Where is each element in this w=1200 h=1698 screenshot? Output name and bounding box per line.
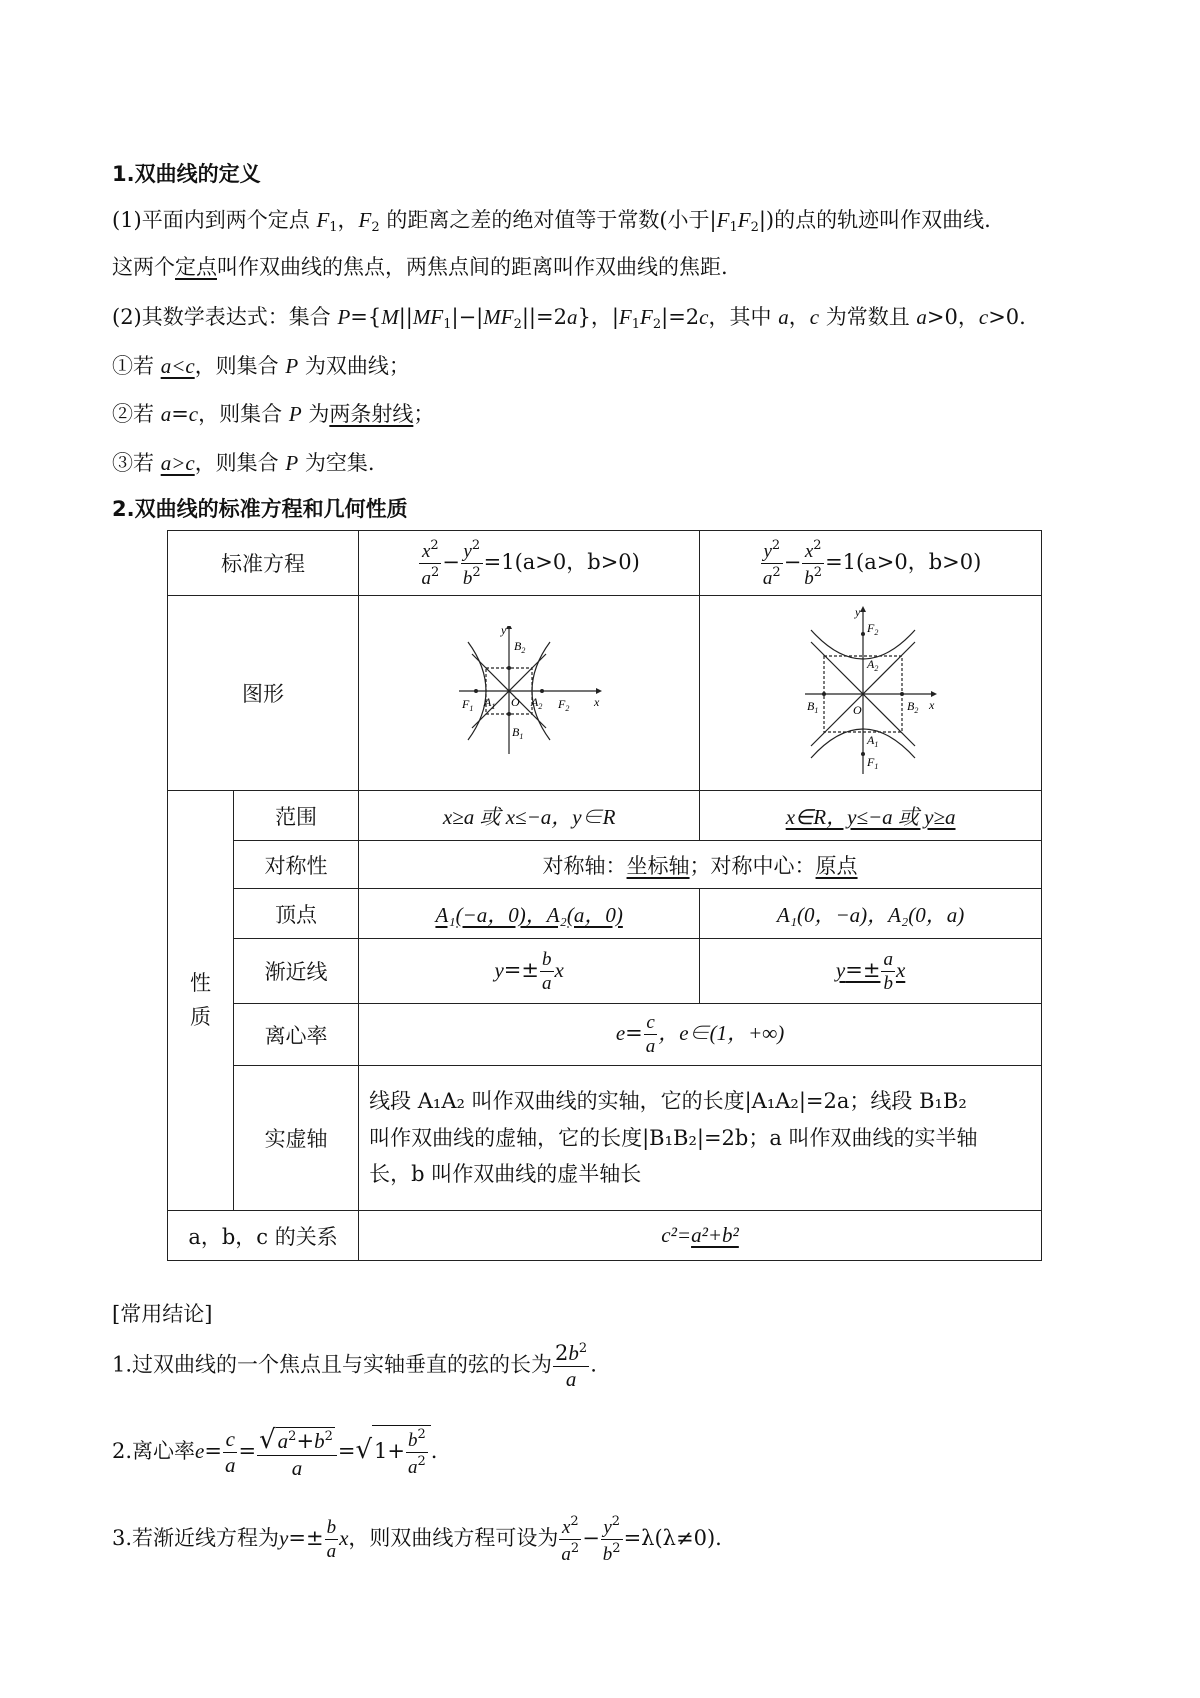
case-item-1: ①若 a<c，则集合 P 为双曲线； — [112, 354, 410, 378]
std-eq-label: 标准方程 — [168, 531, 359, 596]
svg-text:A2: $A_2$ — [531, 694, 543, 711]
svg-text:y: y — [854, 605, 860, 619]
def-expression: (2)其数学表达式：集合 $P=\{M||MF_1|-|MF_2||=2a\}$，$|F_1F_2|=2c$，其中 a，c 为常数且 a>0，c>0. — [112, 305, 1026, 332]
graph-horizontal-hyperbola — [359, 596, 700, 791]
table-row — [168, 939, 1042, 1004]
range-vertical: x∈R，y≤−a 或 y≥a — [700, 791, 1042, 841]
def-paragraph-1: (1)平面内到两个定点 $F_1$，$F_2$ 的距离之差的绝对值等于常数(小于$|F_1F_2|$)的点的轨迹叫作双曲线. — [112, 208, 991, 235]
symmetry-label: 对称性 — [234, 841, 359, 889]
svg-text:x: x — [594, 694, 600, 709]
svg-text:F2: $F_2$ — [558, 696, 570, 713]
conclusion-3: 3.若渐近线方程为y=± $\frac{b}{a}$ x，则双曲线方程可设为 $\frac{x^2}{a^2}$ − $\frac{y^2}{b^2}$ =λ(λ≠0). — [112, 1514, 722, 1565]
case-item-3: ③若 a>c，则集合 P 为空集. — [112, 451, 375, 475]
vertical-hyperbola-figure — [801, 606, 941, 776]
section1-title: 1.双曲线的定义 — [112, 162, 261, 186]
eccentricity-label: 离心率 — [234, 1004, 359, 1066]
svg-text:B1: $B_1$ — [806, 698, 818, 715]
svg-text:F2: $F_2$ — [866, 620, 878, 637]
table-row — [168, 841, 1042, 889]
table-row — [168, 791, 1042, 841]
graph-label: 图形 — [168, 596, 359, 791]
svg-text:A1: $A_1$ — [866, 732, 878, 749]
svg-text:O: O — [511, 694, 520, 709]
horizontal-hyperbola-figure — [454, 626, 604, 756]
axes-label: 实虚轴 — [234, 1066, 359, 1211]
conclusions-title: [常用结论] — [112, 1302, 213, 1326]
conclusion-1: 1.过双曲线的一个焦点且与实轴垂直的弦的长为 $\frac{2b^2}{a}$ . — [112, 1341, 597, 1391]
properties-label: 性 质 — [168, 791, 234, 1211]
std-eq-horizontal: $\frac{x^2}{a^2}$ − $\frac{y^2}{b^2}$ =1(a>0，b>0) — [359, 531, 700, 596]
table-row — [168, 1211, 1042, 1261]
table-row — [168, 1066, 1042, 1211]
section2-title: 2.双曲线的标准方程和几何性质 — [112, 497, 408, 521]
abc-relation-label: a，b，c 的关系 — [168, 1211, 359, 1261]
asymptote-label: 渐近线 — [234, 939, 359, 1004]
svg-text:B1: $B_1$ — [512, 724, 524, 741]
conclusion-2: 2.离心率e= $\frac{c}{a}$ = $\frac{√a^2+b^2}{a}$ =√1+ $\frac{b^2}{a^2}$ . — [112, 1424, 438, 1480]
case-item-2: ②若 a=c，则集合 P 为两条射线； — [112, 402, 435, 426]
graph-vertical-hyperbola — [700, 596, 1042, 791]
asymptote-horizontal: y=± $\frac{b}{a}$ x — [359, 939, 700, 1004]
svg-text:B2: $B_2$ — [514, 638, 526, 655]
abc-relation-value: c²=a²+b² — [359, 1211, 1042, 1261]
table-row — [168, 596, 1042, 791]
table-row — [168, 531, 1042, 596]
def-paragraph-2: 这两个定点叫作双曲线的焦点，两焦点间的距离叫作双曲线的焦距. — [112, 255, 728, 279]
svg-text:F1: $F_1$ — [866, 754, 878, 771]
svg-text:x: x — [928, 697, 934, 712]
axes-description: 线段 A₁A₂ 叫作双曲线的实轴，它的长度|A₁A₂|=2a；线段 B₁B₂ 叫作双曲线的虚轴，它的长度|B₁B₂|=2b；a 叫作双曲线的实半轴 长，b 叫作双曲线的虚半轴长 — [359, 1066, 1042, 1211]
range-horizontal: x≥a 或 x≤−a，y∈R — [359, 791, 700, 841]
std-eq-vertical: $\frac{y^2}{a^2}$ − $\frac{x^2}{b^2}$ =1(a>0，b>0) — [700, 531, 1042, 596]
asymptote-vertical: y=± $\frac{a}{b}$ x — [700, 939, 1042, 1004]
svg-text:B2: $B_2$ — [906, 698, 918, 715]
eccentricity-value: e= $\frac{c}{a}$ ，e∈(1，+∞) — [359, 1004, 1042, 1066]
vertex-horizontal: A₁(−a，0)，A₂(a，0) — [359, 889, 700, 939]
properties-table — [167, 530, 1042, 1261]
range-label: 范围 — [234, 791, 359, 841]
vertex-vertical: A₁(0，−a)，A₂(0，a) — [700, 889, 1042, 939]
svg-text:A2: $A_2$ — [866, 656, 878, 673]
symmetry-value: 对称轴：坐标轴；对称中心：原点 — [359, 841, 1042, 889]
vertex-label: 顶点 — [234, 889, 359, 939]
svg-text:O: O — [852, 702, 862, 717]
svg-text:F1: $F_1$ — [462, 696, 474, 713]
table-row — [168, 889, 1042, 939]
svg-text:y: y — [501, 625, 507, 637]
svg-text:A1: $A_1$ — [484, 694, 496, 711]
table-row — [168, 1004, 1042, 1066]
